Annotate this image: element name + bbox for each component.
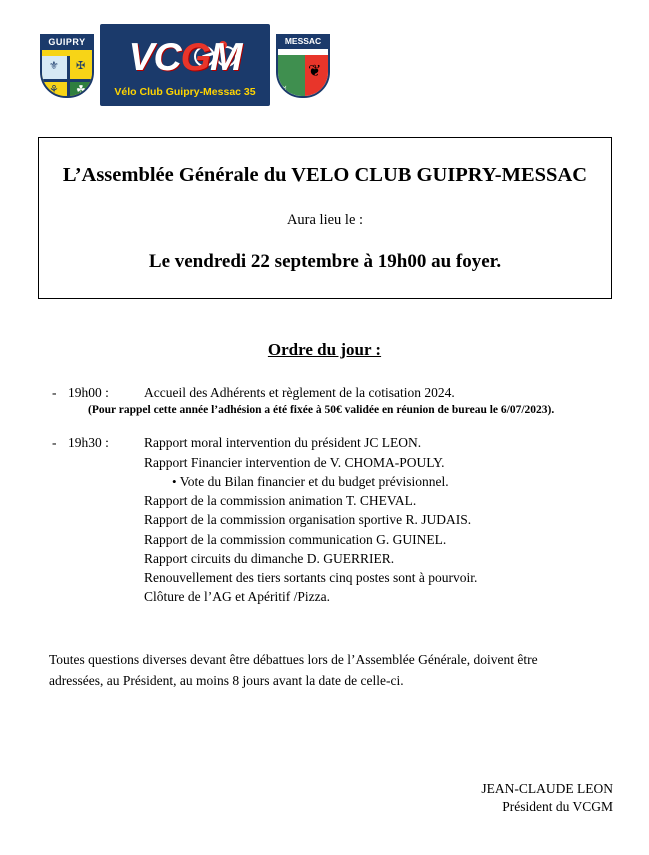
agenda-item-2 xyxy=(52,433,612,606)
crest-symbol-bottom-right-icon: ☘ xyxy=(76,83,86,96)
announcement-title: L’Assemblée Générale du VELO CLUB GUIPRY-MESSAC xyxy=(62,164,588,186)
agenda-item-2-time: 19h30 : xyxy=(68,435,109,451)
messac-crest-banner: MESSAC xyxy=(276,34,330,49)
agenda-item-2-line-2: Rapport Financier intervention de V. CHOMA-POULY. xyxy=(144,454,445,470)
agenda-item-1 xyxy=(52,383,612,402)
announcement-datetime: Le vendredi 22 septembre à 19h00 au foyer. xyxy=(148,251,502,272)
agenda-item-2-body xyxy=(144,433,612,606)
agenda-list xyxy=(52,383,612,606)
closing-line-2: adressées, au Président, au moins 8 jours avant la date de celle-ci. xyxy=(49,672,404,688)
vcgm-logo xyxy=(100,24,270,106)
closing-line-1: Toutes questions diverses devant être débattues lors de l’Assemblée Générale, doivent être xyxy=(49,652,538,667)
agenda-item-1-dash: - xyxy=(52,385,57,400)
logo-header xyxy=(40,22,340,107)
signature-name: JEAN-CLAUDE LEON xyxy=(481,781,613,796)
crest-cross-horizontal xyxy=(42,79,94,82)
guipry-crest-banner: GUIPRY xyxy=(40,34,94,50)
vcgm-subtitle: Vélo Club Guipry-Messac 35 xyxy=(114,85,256,98)
crest-symbol-top-right-icon: ✠ xyxy=(76,59,86,72)
messac-crest xyxy=(276,30,330,100)
bullet-icon: • xyxy=(172,473,177,489)
agenda-item-2-line-3: Rapport de la commission animation T. CHEVAL. xyxy=(144,493,417,509)
announcement-box xyxy=(38,137,612,299)
vcgm-wordmark-g: G xyxy=(180,35,211,79)
vcgm-wordmark-vc: VC xyxy=(128,35,181,79)
agenda-item-2-line-7: Renouvellement des tiers sortants cinq postes sont à pourvoir. xyxy=(144,569,478,585)
vcgm-wordmark xyxy=(100,36,270,80)
crest-cross-vertical xyxy=(67,56,70,98)
agenda-item-2-dash: - xyxy=(52,435,57,451)
agenda-item-1-note: (Pour rappel cette année l’adhésion a été fixée à 50€ validée en réunion de bureau le 6/07/2023). xyxy=(88,404,555,417)
vcgm-wordmark-m: M xyxy=(210,35,242,79)
agenda-item-1-time: 19h00 : xyxy=(68,385,109,400)
agenda-heading: Ordre du jour : xyxy=(267,340,382,359)
messac-bird-icon: ❦ xyxy=(308,62,322,80)
messac-wave-icon: ≈ xyxy=(280,80,287,95)
signature-role: Président du VCGM xyxy=(502,799,613,815)
agenda-item-2-bullet-row xyxy=(172,472,612,491)
crest-symbol-top-left-icon: ⚜ xyxy=(49,59,59,72)
signature-block xyxy=(0,780,613,816)
agenda-item-2-line-1: Rapport moral intervention du président JC LEON. xyxy=(144,435,422,451)
agenda-item-2-line-8: Clôture de l’AG et Apéritif /Pizza. xyxy=(144,589,330,605)
agenda-item-1-text: Accueil des Adhérents et règlement de la cotisation 2024. xyxy=(144,385,455,400)
agenda-item-2-bullet-text: Vote du Bilan financier et du budget prévisionnel. xyxy=(179,473,449,489)
guipry-crest xyxy=(40,30,94,100)
closing-paragraph xyxy=(49,650,605,692)
agenda-item-2-line-6: Rapport circuits du dimanche D. GUERRIER. xyxy=(144,550,395,566)
agenda-spacer xyxy=(52,418,612,433)
announcement-subtitle: Aura lieu le : xyxy=(286,212,364,228)
agenda-item-2-line-4: Rapport de la commission organisation sportive R. JUDAIS. xyxy=(144,512,472,528)
crest-symbol-bottom-left-icon: ⚘ xyxy=(49,83,59,96)
agenda-item-2-line-5: Rapport de la commission communication G. GUINEL. xyxy=(144,531,447,547)
